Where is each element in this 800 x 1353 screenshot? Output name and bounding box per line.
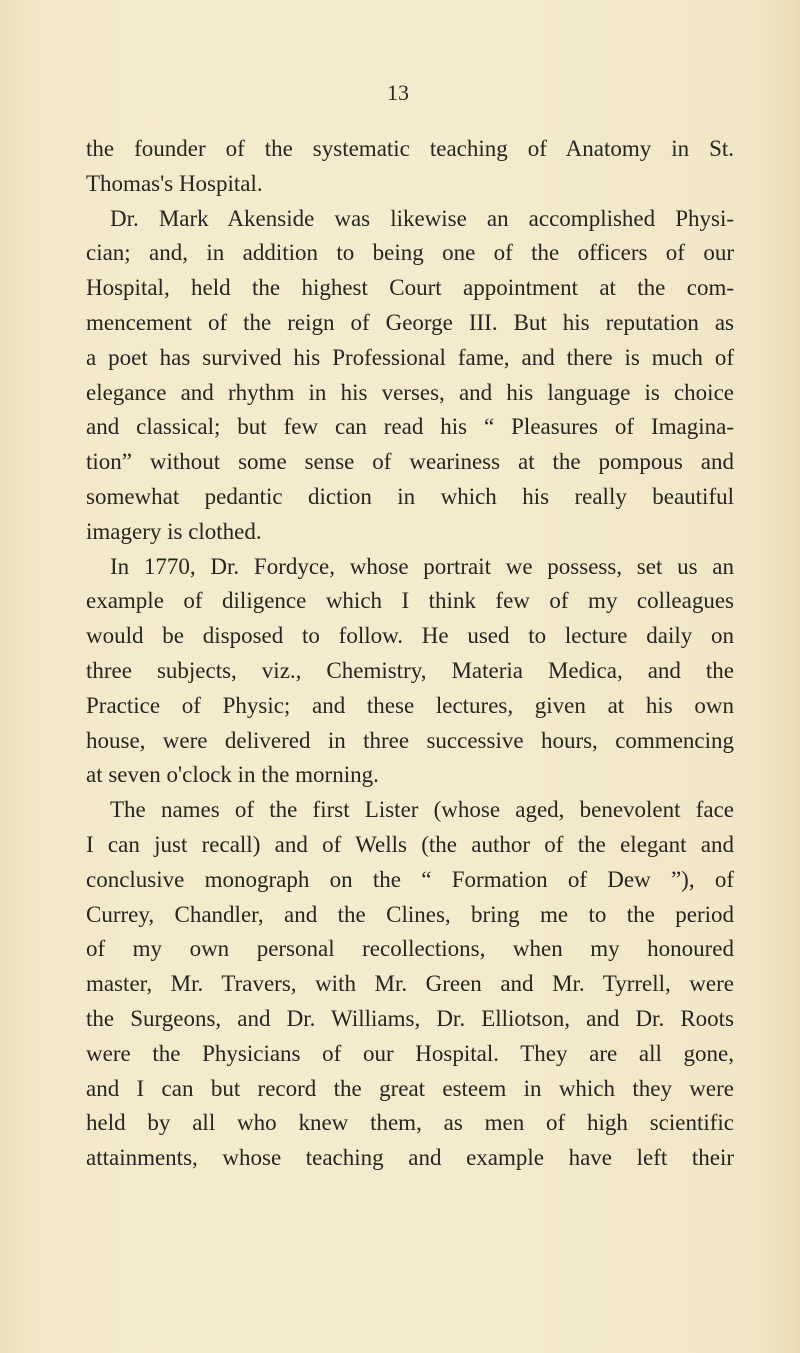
paragraph (86, 202, 734, 550)
paragraph (86, 132, 734, 202)
paragraph (86, 550, 734, 794)
text-line: held by all who knew them, as men of high scientific (86, 1110, 734, 1136)
text-line: attainments, whose teaching and example have left their (86, 1145, 734, 1171)
text-line: Thomas's Hospital. (86, 170, 263, 196)
text-line: Currey, Chandler, and the Clines, bring me to the period (86, 901, 734, 927)
text-line: imagery is clothed. (86, 518, 262, 544)
body-text (86, 132, 734, 1176)
text-line: three subjects, viz., Chemistry, Materia Medica, and the (86, 657, 734, 683)
text-line: of my own personal recollections, when my honoured (86, 936, 734, 962)
paragraph (86, 793, 734, 1176)
text-line: tion” without some sense of weariness at the pompous and (86, 449, 734, 475)
text-line: and I can but record the great esteem in which they were (86, 1075, 734, 1101)
text-line: would be disposed to follow. He used to lecture daily on (86, 623, 734, 649)
text-line: conclusive monograph on the “ Formation of Dew ”), of (86, 866, 734, 892)
text-line: master, Mr. Travers, with Mr. Green and Mr. Tyrrell, were (86, 971, 734, 997)
text-line: Hospital, held the highest Court appointment at the com- (86, 275, 734, 301)
text-line: the founder of the systematic teaching of Anatomy in St. (86, 136, 734, 161)
text-line: the Surgeons, and Dr. Williams, Dr. Elliotson, and Dr. Roots (86, 1005, 734, 1031)
text-line: at seven o'clock in the morning. (86, 762, 379, 788)
text-line: I can just recall) and of Wells (the author of the elegant and (86, 831, 734, 857)
text-line: mencement of the reign of George III. But his reputation as (86, 309, 734, 335)
text-line: house, were delivered in three successive hours, commencing (86, 727, 734, 753)
text-line: In 1770, Dr. Fordyce, whose portrait we possess, set us an (110, 553, 734, 579)
text-line: somewhat pedantic diction in which his really beautiful (86, 483, 734, 509)
text-line: were the Physicians of our Hospital. They are all gone, (86, 1040, 734, 1066)
text-line: cian; and, in addition to being one of the officers of our (86, 240, 734, 266)
text-line: The names of the first Lister (whose aged, benevolent face (110, 797, 734, 823)
text-line: and classical; but few can read his “ Pleasures of Imagina- (86, 414, 734, 440)
text-line: example of diligence which I think few of my colleagues (86, 588, 734, 614)
text-line: a poet has survived his Professional fame, and there is much of (86, 344, 734, 370)
text-line: elegance and rhythm in his verses, and his language is choice (86, 379, 734, 405)
page-number: 13 (387, 80, 409, 105)
text-line: Practice of Physic; and these lectures, given at his own (86, 692, 734, 718)
text-line: Dr. Mark Akenside was likewise an accomplished Physi- (110, 205, 734, 231)
